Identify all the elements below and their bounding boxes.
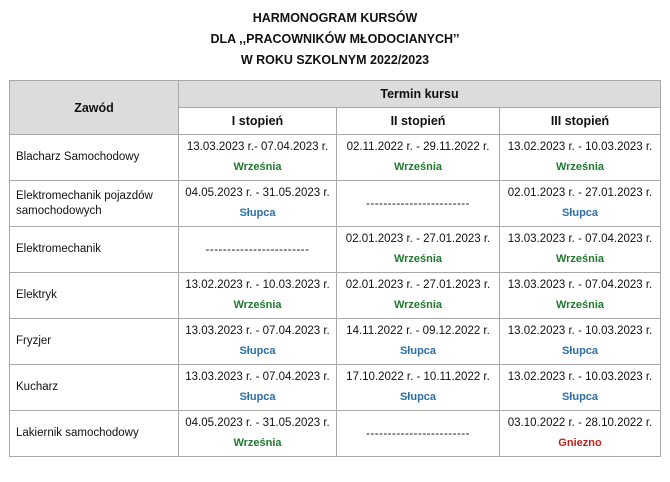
course-date-range: 13.02.2023 r. - 10.03.2023 r. bbox=[507, 325, 653, 337]
course-date-range: 13.02.2023 r. - 10.03.2023 r. bbox=[507, 371, 653, 383]
table-row bbox=[10, 319, 661, 365]
header-stopien-3: III stopień bbox=[500, 108, 661, 135]
course-term-cell bbox=[337, 135, 500, 181]
table-row bbox=[10, 411, 661, 457]
course-term-cell bbox=[500, 273, 661, 319]
course-term-cell bbox=[337, 319, 500, 365]
table-row bbox=[10, 227, 661, 273]
course-date-range: 17.10.2022 r. - 10.11.2022 r. bbox=[346, 371, 490, 383]
course-term-cell bbox=[179, 273, 337, 319]
course-location: Września bbox=[233, 161, 282, 173]
header-stopien-2: II stopień bbox=[337, 108, 500, 135]
profession-name: Elektromechanik bbox=[10, 227, 179, 273]
course-term-cell bbox=[500, 135, 661, 181]
course-location: Słupca bbox=[239, 207, 276, 219]
no-course-dash: ------------------------ bbox=[366, 197, 470, 210]
course-location: Gniezno bbox=[558, 437, 602, 449]
course-term-cell bbox=[500, 181, 661, 227]
no-course-dash: ------------------------ bbox=[366, 427, 470, 440]
course-location: Września bbox=[393, 299, 443, 311]
table-row bbox=[10, 135, 661, 181]
course-location: Słupca bbox=[239, 345, 276, 357]
course-term-cell bbox=[500, 227, 661, 273]
course-term-cell bbox=[179, 319, 337, 365]
course-date-range: 04.05.2023 r. - 31.05.2023 r. bbox=[185, 417, 330, 429]
course-term-cell bbox=[337, 181, 500, 227]
schedule-body bbox=[10, 135, 661, 457]
course-location: Września bbox=[555, 253, 605, 265]
course-date-range: 13.02.2023 r. - 10.03.2023 r. bbox=[507, 141, 653, 153]
course-date-range: 13.03.2023 r. - 07.04.2023 r. bbox=[507, 233, 653, 245]
profession-name: Kucharz bbox=[10, 365, 179, 411]
course-date-range: 13.03.2023 r.- 07.04.2023 r. bbox=[186, 141, 329, 153]
course-location: Słupca bbox=[399, 391, 437, 403]
profession-name: Elektryk bbox=[10, 273, 179, 319]
course-term-cell bbox=[500, 365, 661, 411]
course-term-cell bbox=[179, 227, 337, 273]
table-row bbox=[10, 365, 661, 411]
course-location: Słupca bbox=[561, 345, 599, 357]
course-term-cell bbox=[179, 181, 337, 227]
profession-name: Elektromechanik pojazdów samochodowych bbox=[10, 181, 179, 227]
course-location: Słupca bbox=[561, 391, 599, 403]
table-row bbox=[10, 273, 661, 319]
course-location: Września bbox=[233, 299, 282, 311]
course-date-range: 02.01.2023 r. - 27.01.2023 r. bbox=[345, 279, 491, 291]
header-termin-kursu: Termin kursu bbox=[179, 81, 661, 108]
course-term-cell bbox=[337, 365, 500, 411]
profession-name: Blacharz Samochodowy bbox=[10, 135, 179, 181]
course-date-range: 04.05.2023 r. - 31.05.2023 r. bbox=[185, 187, 330, 199]
course-term-cell bbox=[179, 411, 337, 457]
course-term-cell bbox=[179, 365, 337, 411]
title-line-1: HARMONOGRAM KURSÓW bbox=[252, 11, 418, 25]
course-date-range: 13.03.2023 r. - 07.04.2023 r. bbox=[185, 371, 330, 383]
course-date-range: 02.01.2023 r. - 27.01.2023 r. bbox=[507, 187, 653, 199]
course-location: Września bbox=[393, 161, 443, 173]
course-location: Września bbox=[555, 299, 605, 311]
no-course-dash: ------------------------ bbox=[205, 243, 310, 256]
course-location: Słupca bbox=[239, 391, 276, 403]
title-line-3: W ROKU SZKOLNYM 2022/2023 bbox=[240, 53, 430, 67]
profession-name: Fryzjer bbox=[10, 319, 179, 365]
course-date-range: 02.11.2022 r. - 29.11.2022 r. bbox=[346, 141, 490, 153]
course-term-cell bbox=[337, 273, 500, 319]
course-term-cell bbox=[337, 227, 500, 273]
profession-name: Lakiernik samochodowy bbox=[10, 411, 179, 457]
course-term-cell bbox=[337, 411, 500, 457]
course-date-range: 13.02.2023 r. - 10.03.2023 r. bbox=[185, 279, 330, 291]
course-date-range: 14.11.2022 r. - 09.12.2022 r. bbox=[346, 325, 490, 337]
course-date-range: 13.03.2023 r. - 07.04.2023 r. bbox=[185, 325, 330, 337]
course-term-cell bbox=[500, 411, 661, 457]
schedule-table bbox=[9, 80, 661, 457]
course-term-cell bbox=[500, 319, 661, 365]
table-row bbox=[10, 181, 661, 227]
course-location: Słupca bbox=[561, 207, 599, 219]
course-term-cell bbox=[179, 135, 337, 181]
course-location: Słupca bbox=[399, 345, 437, 357]
course-date-range: 03.10.2022 r. - 28.10.2022 r. bbox=[507, 417, 653, 429]
course-location: Września bbox=[233, 437, 282, 449]
header-stopien-1: I stopień bbox=[179, 108, 337, 135]
title-line-2: DLA ,,PRACOWNIKÓW MŁODOCIANYCH’’ bbox=[210, 32, 460, 46]
course-date-range: 02.01.2023 r. - 27.01.2023 r. bbox=[345, 233, 491, 245]
course-location: Września bbox=[555, 161, 605, 173]
header-zawod: Zawód bbox=[10, 81, 179, 135]
document-title bbox=[0, 8, 670, 71]
course-location: Września bbox=[393, 253, 443, 265]
course-date-range: 13.03.2023 r. - 07.04.2023 r. bbox=[507, 279, 653, 291]
